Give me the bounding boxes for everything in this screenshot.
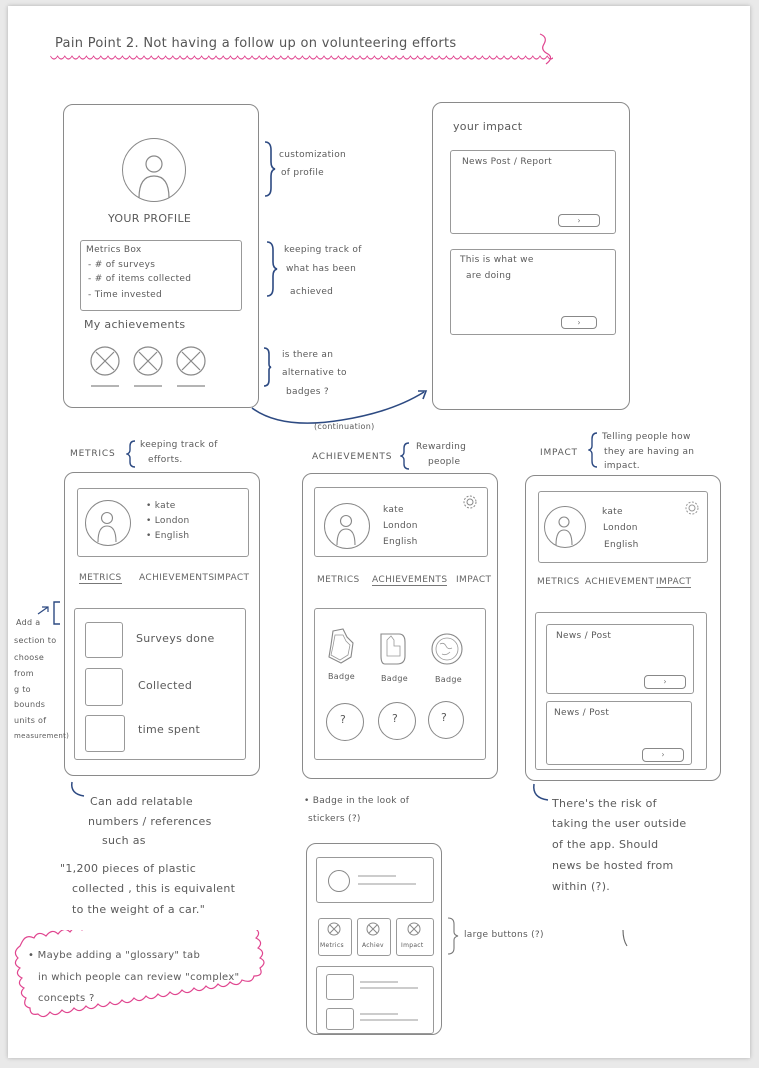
small-list-icon [326, 974, 354, 1000]
impact-card-button[interactable]: › [561, 316, 597, 329]
achievements-section-label: ACHIEVEMENTS [312, 452, 393, 462]
metrics-user-city: • London [146, 516, 190, 526]
metric-item-label: Collected [138, 679, 193, 692]
metrics-box-line: - # of surveys [88, 260, 156, 270]
side-note-line: bounds [14, 700, 46, 709]
blue-brace-icon [262, 346, 272, 388]
achievements-below-note: • Badge in the look of [304, 796, 410, 806]
person-icon [553, 515, 575, 545]
metric-icon-box [85, 668, 123, 706]
news-card-title: News / Post [556, 631, 612, 641]
gear-icon[interactable] [462, 494, 478, 510]
blue-brace-icon [264, 240, 278, 300]
locked-badge-mark: ? [441, 711, 448, 724]
person-icon [134, 152, 174, 198]
gear-icon[interactable] [684, 500, 700, 516]
side-note-line: from [14, 669, 34, 678]
blue-hook-arrow [528, 782, 550, 806]
blue-arrow-icon [36, 604, 52, 616]
locked-badge-mark: ? [340, 713, 347, 726]
large-button-label: Achiev [362, 942, 384, 949]
badge-label: Badge [328, 672, 355, 681]
note-customization: customization [279, 150, 347, 160]
tab-achievements[interactable]: ACHIEVEMENT [585, 577, 655, 587]
glossary-note: in which people can review "complex" [38, 972, 240, 983]
person-icon [334, 513, 358, 545]
metrics-section-note: keeping track of [140, 440, 218, 450]
achievements-below-note: stickers (?) [308, 814, 361, 824]
small-avatar [328, 870, 350, 892]
metrics-below-note: such as [102, 834, 146, 847]
impact-heading: your impact [453, 120, 523, 133]
globe-badge-icon [430, 632, 466, 666]
glossary-note: concepts ? [38, 993, 95, 1004]
metrics-quote: to the weight of a car." [72, 903, 206, 916]
achievements-user-city: London [383, 521, 418, 531]
impact-card-text: are doing [466, 271, 512, 281]
badge-label: Badge [435, 675, 462, 684]
achievements-label: My achievements [84, 318, 186, 331]
text-placeholder-lines [356, 872, 422, 892]
note-badges: alternative to [282, 368, 347, 378]
badge-label: Badge [381, 674, 408, 683]
tab-metrics[interactable]: METRICS [317, 575, 360, 585]
metrics-section-label: METRICS [70, 449, 116, 459]
large-button-label: Metrics [320, 942, 344, 949]
note-tracking: keeping track of [284, 245, 362, 255]
impact-below-note: within (?). [552, 880, 611, 893]
metrics-user-name: • kate [146, 501, 176, 511]
pencil-stroke [620, 928, 630, 950]
note-badges: is there an [282, 350, 334, 360]
blue-brace-icon [400, 442, 412, 470]
tab-metrics[interactable]: METRICS [537, 577, 580, 587]
note-tracking: what has been [286, 264, 357, 274]
metrics-quote: collected , this is equivalent [72, 882, 236, 895]
metrics-box-line: - # of items collected [88, 274, 192, 284]
achievements-section-note: people [428, 457, 461, 467]
tab-achievements[interactable]: ACHIEVEMENTS [372, 575, 448, 585]
large-button-icons [318, 918, 434, 938]
person-icon [95, 510, 119, 542]
tab-impact[interactable]: IMPACT [456, 575, 492, 585]
achievements-user-name: kate [383, 505, 404, 515]
news-card-button[interactable]: › [644, 675, 686, 689]
news-card-title: News / Post [554, 708, 610, 718]
tab-metrics[interactable]: METRICS [79, 573, 122, 583]
impact-section-note: they are having an [604, 447, 695, 457]
metric-icon-box [85, 715, 125, 752]
impact-section-note: impact. [604, 461, 640, 471]
side-note-line: Add a [16, 618, 41, 627]
side-note-line: measurement) [14, 732, 70, 740]
side-note-line: g to [14, 685, 31, 694]
impact-below-note: news be hosted from [552, 859, 674, 872]
pink-squiggle-underline [48, 28, 553, 70]
badge-placeholders [86, 344, 216, 392]
locked-badge-mark: ? [392, 712, 399, 725]
tab-achievements[interactable]: ACHIEVEMENTS [139, 573, 215, 583]
glossary-note: • Maybe adding a "glossary" tab [28, 950, 201, 961]
blue-brace-icon [126, 440, 138, 468]
note-customization: of profile [281, 168, 324, 178]
small-list-icon [326, 1008, 354, 1030]
blue-brace-icon [262, 140, 276, 200]
large-button-label: Impact [401, 942, 424, 949]
impact-user-name: kate [602, 507, 623, 517]
metrics-below-note: Can add relatable [90, 795, 193, 808]
side-note-line: section to [14, 636, 57, 645]
impact-card-title: News Post / Report [462, 157, 552, 167]
metric-item-label: Surveys done [136, 632, 215, 645]
tab-impact[interactable]: IMPACT [656, 577, 692, 587]
side-note-line: choose [14, 653, 45, 662]
metrics-box-title: Metrics Box [86, 245, 142, 255]
continuation-label: (continuation) [314, 422, 375, 431]
metrics-quote: "1,200 pieces of plastic [60, 862, 197, 875]
achievements-section-note: Rewarding [416, 442, 467, 452]
impact-below-note: of the app. Should [552, 838, 659, 851]
tab-impact[interactable]: IMPACT [214, 573, 250, 583]
metric-icon-box [85, 622, 123, 658]
impact-user-city: London [603, 523, 638, 533]
blue-brace-icon [588, 432, 600, 468]
impact-section-label: IMPACT [540, 448, 578, 458]
metrics-section-note: efforts. [148, 455, 183, 465]
pencil-brace-icon [446, 916, 460, 956]
metrics-below-note: numbers / references [88, 815, 212, 828]
page-title: Pain Point 2. Not having a follow up on volunteering efforts [55, 36, 457, 51]
impact-card-text: This is what we [460, 255, 534, 265]
note-tracking: achieved [290, 287, 334, 297]
impact-user-language: English [604, 540, 639, 550]
blue-hook-arrow [66, 780, 88, 802]
text-placeholder-lines [358, 978, 424, 1026]
large-buttons-note: large buttons (?) [464, 930, 544, 940]
sticker-badge-icon [325, 627, 357, 667]
metrics-user-language: • English [146, 531, 190, 541]
impact-below-note: There's the risk of [552, 797, 657, 810]
note-badges: badges ? [286, 387, 329, 397]
profile-heading: YOUR PROFILE [108, 212, 192, 225]
achievements-user-language: English [383, 537, 418, 547]
metric-item-label: time spent [138, 723, 201, 736]
side-note-line: units of [14, 716, 47, 725]
impact-card-button[interactable]: › [558, 214, 600, 227]
thumbs-up-badge-icon [377, 630, 409, 668]
impact-below-note: taking the user outside [552, 817, 687, 830]
impact-section-note: Telling people how [602, 432, 691, 442]
metrics-box-line: - Time invested [88, 290, 163, 300]
news-card-button[interactable]: › [642, 748, 684, 762]
